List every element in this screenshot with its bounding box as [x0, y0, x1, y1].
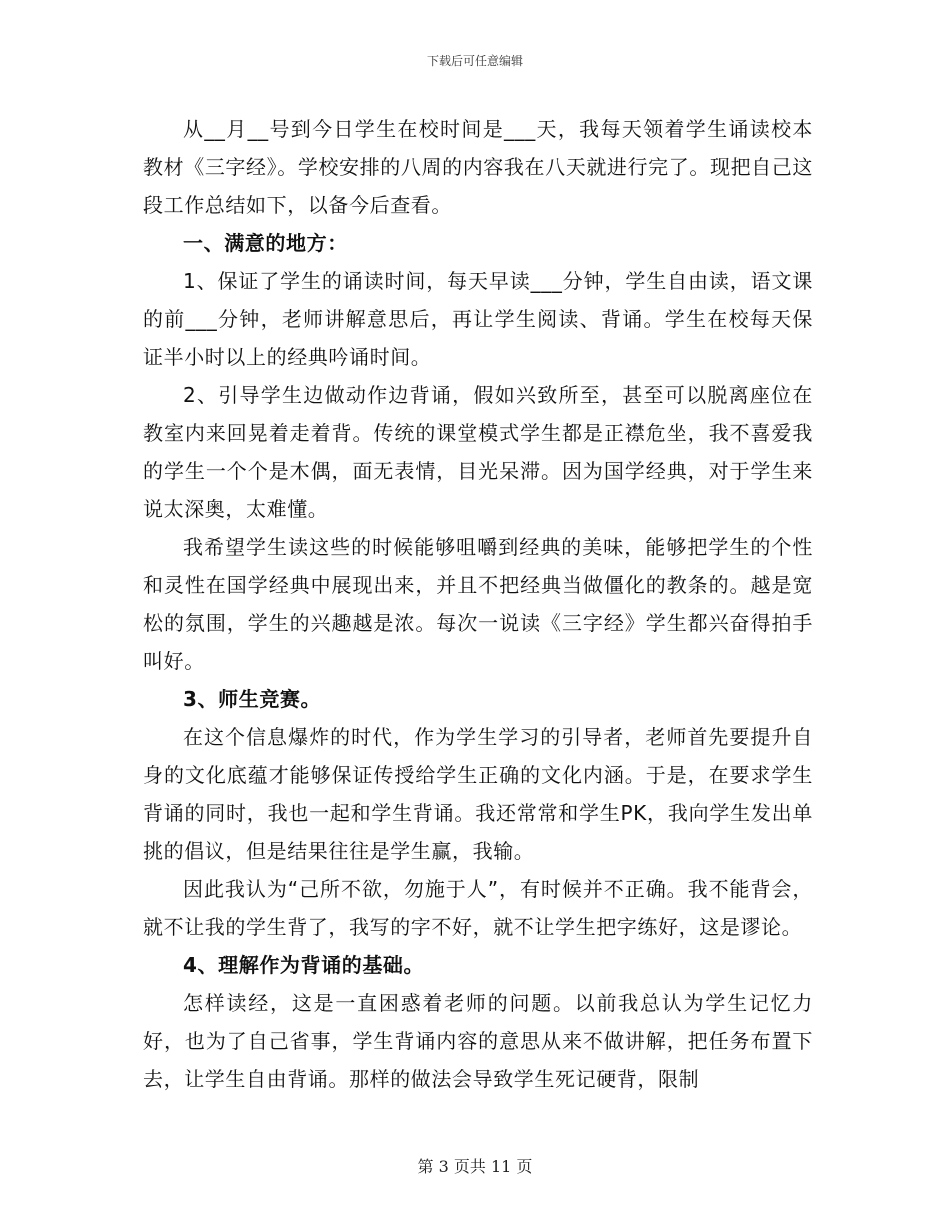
- page-header: 下载后可任意编辑: [426, 54, 523, 68]
- section-heading-satisfied: 一、满意的地方：: [183, 231, 348, 255]
- paragraph-reading-time: 1、保证了学生的诵读时间，每天早读___分钟，学生自由读，语文课的前___分钟，老师讲解意思后，再让学生阅读、背诵。学生在校每天保证半小时以上的经典吟诵时间。: [143, 269, 813, 369]
- section-heading-competition: 3、师生竞赛。: [183, 687, 322, 711]
- paragraph-understanding: 怎样读经，这是一直困惑着老师的问题。以前我总认为学生记忆力好，也为了自己省事，学生背诵内容的意思从来不做讲解，把任务布置下去，让学生自由背诵。那样的做法会导致学生死记硬背，限制: [143, 991, 813, 1091]
- document-body: [143, 110, 813, 1098]
- paragraph-actions: 2、引导学生边做动作边背诵，假如兴致所至，甚至可以脱离座位在教室内来回晃着走着背。传统的课堂模式学生都是正襟危坐，我不喜爱我的学生一个个是木偶，面无表情，目光呆滞。因为国学经典，对于学生来说太深奥，太难懂。: [143, 383, 813, 521]
- paragraph-competition: 在这个信息爆炸的时代，作为学生学习的引导者，老师首先要提升自身的文化底蕴才能够保证传授给学生正确的文化内涵。于是，在要求学生背诵的同时，我也一起和学生背诵。我还常常和学生PK，我向学生发出单挑的倡议，但是结果往往是学生赢，我输。: [143, 725, 813, 863]
- page-number: 第 3 页共 11 页: [417, 1157, 533, 1176]
- paragraph-opinion: 因此我认为“己所不欲，勿施于人”，有时候并不正确。我不能背会，就不让我的学生背了，我写的字不好，就不让学生把字练好，这是谬论。: [143, 877, 813, 939]
- intro-paragraph: 从__月__号到今日学生在校时间是___天，我每天领着学生诵读校本教材《三字经》。学校安排的八周的内容我在八天就进行完了。现把自己这段工作总结如下，以备今后查看。: [143, 117, 813, 217]
- section-heading-understanding: 4、理解作为背诵的基础。: [183, 953, 425, 977]
- paragraph-hope: 我希望学生读这些的时候能够咀嚼到经典的美味，能够把学生的个性和灵性在国学经典中展现出来，并且不把经典当做僵化的教条的。越是宽松的氛围，学生的兴趣越是浓。每次一说读《三字经》学生都兴奋得拍手叫好。: [143, 535, 813, 673]
